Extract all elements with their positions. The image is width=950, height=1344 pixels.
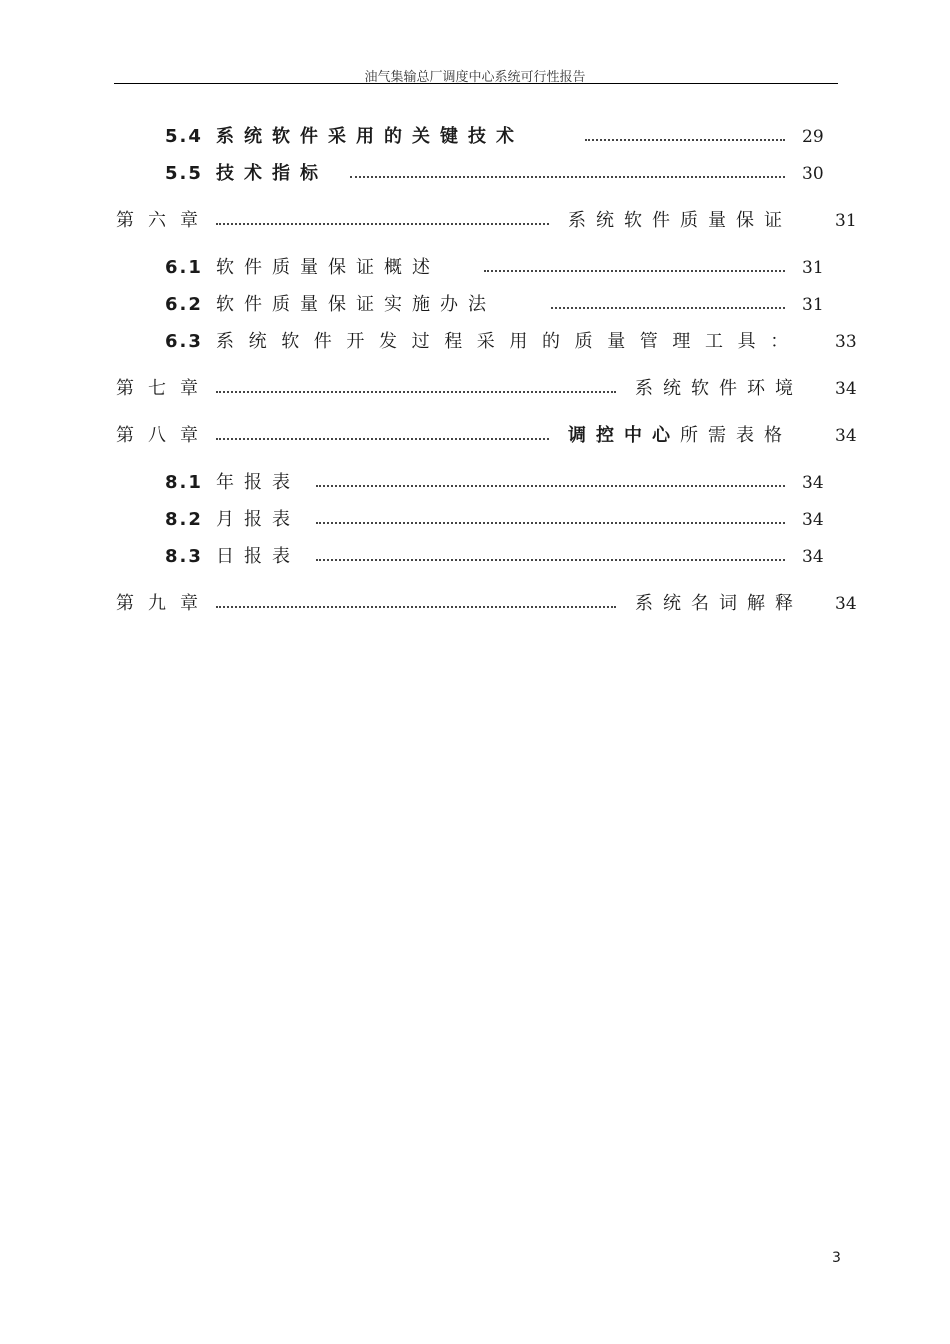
page-number: 3 — [832, 1250, 841, 1266]
toc-entry-title: 系统软件采用的关键技术 — [216, 126, 524, 147]
toc-entry-number: 8.2 — [165, 509, 203, 530]
toc-entry-page: 29 — [802, 127, 824, 147]
toc-chapter-title: 系统名词解释 — [635, 593, 803, 614]
toc-entry-number: 6.1 — [165, 257, 203, 278]
toc-entry-page: 34 — [802, 547, 824, 567]
toc-entry-6-3[interactable] — [0, 329, 950, 355]
toc-entry-page: 34 — [835, 426, 857, 446]
toc-entry-6-1[interactable] — [0, 255, 950, 281]
toc-chapter-9[interactable] — [0, 591, 950, 617]
toc-leader-dots — [585, 139, 785, 141]
toc-chapter-label: 第七章 — [116, 378, 212, 399]
toc-chapter-6[interactable] — [0, 208, 950, 234]
toc-entry-page: 34 — [835, 379, 857, 399]
toc-entry-title: 软件质量保证概述 — [216, 257, 440, 278]
toc-chapter-title — [568, 423, 792, 449]
toc-entry-page: 33 — [835, 332, 857, 352]
toc-entry-number: 5.4 — [165, 126, 203, 147]
toc-chapter-8[interactable] — [0, 423, 950, 449]
toc-entry-number: 6.3 — [165, 331, 203, 352]
toc-entry-title: 系统软件开发过程采用的质量管理工具： — [216, 331, 803, 352]
toc-entry-8-3[interactable] — [0, 544, 950, 570]
toc-leader-dots — [216, 391, 616, 393]
toc-entry-5-4[interactable] — [0, 124, 950, 150]
toc-entry-title: 月报表 — [216, 509, 300, 530]
toc-chapter-7[interactable] — [0, 376, 950, 402]
toc-chapter-title-bold: 调控中心 — [568, 425, 680, 446]
toc-entry-page: 34 — [802, 510, 824, 530]
toc-entry-page: 30 — [802, 164, 824, 184]
toc-leader-dots — [316, 485, 785, 487]
toc-entry-page: 34 — [835, 594, 857, 614]
document-header-title: 油气集输总厂调度中心系统可行性报告 — [364, 70, 586, 85]
toc-chapter-label: 第九章 — [116, 593, 212, 614]
toc-chapter-title: 系统软件环境 — [635, 378, 803, 399]
toc-chapter-title-rest: 所需表格 — [680, 425, 792, 446]
toc-entry-6-2[interactable] — [0, 292, 950, 318]
toc-entry-number: 6.2 — [165, 294, 203, 315]
toc-entry-title: 日报表 — [216, 546, 300, 567]
toc-entry-number: 5.5 — [165, 163, 203, 184]
header-divider — [114, 83, 838, 84]
toc-chapter-title: 系统软件质量保证 — [568, 210, 792, 231]
toc-entry-page: 31 — [835, 211, 857, 231]
toc-leader-dots — [484, 270, 785, 272]
toc-entry-title: 年报表 — [216, 472, 300, 493]
toc-leader-dots — [216, 606, 616, 608]
toc-leader-dots — [316, 559, 785, 561]
toc-leader-dots — [316, 522, 785, 524]
toc-entry-5-5[interactable] — [0, 161, 950, 187]
toc-chapter-label: 第八章 — [116, 425, 212, 446]
toc-entry-page: 31 — [802, 258, 824, 278]
toc-leader-dots — [350, 176, 785, 178]
toc-entry-page: 31 — [802, 295, 824, 315]
toc-entry-title: 技术指标 — [216, 163, 328, 184]
toc-entry-number: 8.3 — [165, 546, 203, 567]
toc-leader-dots — [551, 307, 785, 309]
toc-entry-page: 34 — [802, 473, 824, 493]
toc-entry-8-2[interactable] — [0, 507, 950, 533]
toc-entry-title: 软件质量保证实施办法 — [216, 294, 496, 315]
toc-entry-8-1[interactable] — [0, 470, 950, 496]
toc-entry-number: 8.1 — [165, 472, 203, 493]
toc-chapter-label: 第六章 — [116, 210, 212, 231]
toc-leader-dots — [216, 438, 549, 440]
toc-leader-dots — [216, 223, 549, 225]
